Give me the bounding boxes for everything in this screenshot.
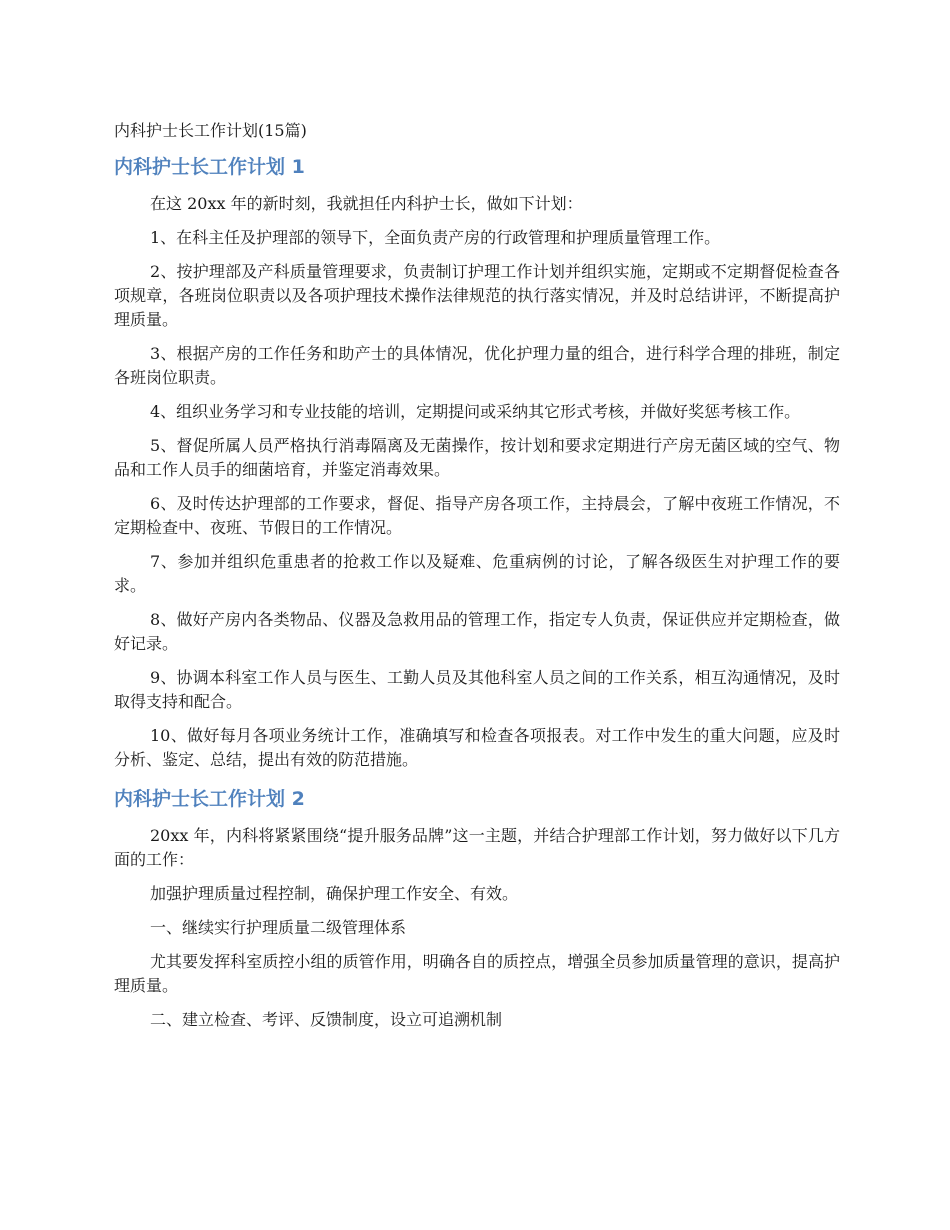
section-1 <box>114 154 840 772</box>
paragraph: 8、做好产房内各类物品、仪器及急救用品的管理工作，指定专人负责，保证供应并定期检查，做好记录。 <box>114 610 840 653</box>
document-title: 内科护士长工作计划(15篇) <box>114 121 307 140</box>
paragraph: 5、督促所属人员严格执行消毒隔离及无菌操作，按计划和要求定期进行产房无菌区域的空气、物品和工作人员手的细菌培育，并鉴定消毒效果。 <box>114 436 840 479</box>
paragraph: 一、继续实行护理质量二级管理体系 <box>150 918 407 937</box>
paragraph: 在这 20xx 年的新时刻，我就担任内科护士长，做如下计划： <box>150 194 583 213</box>
paragraph: 4、组织业务学习和专业技能的培训，定期提问或采纳其它形式考核，并做好奖惩考核工作。 <box>150 402 801 421</box>
paragraph: 1、在科主任及护理部的领导下，全面负责产房的行政管理和护理质量管理工作。 <box>150 228 721 247</box>
section-2 <box>114 786 840 1032</box>
paragraph: 10、做好每月各项业务统计工作，准确填写和检查各项报表。对工作中发生的重大问题，应及时分析、鉴定、总结，提出有效的防范措施。 <box>114 726 840 769</box>
paragraph: 7、参加并组织危重患者的抢救工作以及疑难、危重病例的讨论，了解各级医生对护理工作的要求。 <box>114 552 840 595</box>
paragraph: 二、建立检查、考评、反馈制度，设立可追溯机制 <box>150 1010 503 1029</box>
document-page <box>114 120 840 1046</box>
paragraph: 20xx 年，内科将紧紧围绕“提升服务品牌”这一主题，并结合护理部工作计划，努力做好以下几方面的工作： <box>114 826 840 869</box>
paragraph: 3、根据产房的工作任务和助产士的具体情况，优化护理力量的组合，进行科学合理的排班，制定各班岗位职责。 <box>114 344 840 387</box>
paragraph: 加强护理质量过程控制，确保护理工作安全、有效。 <box>150 884 519 903</box>
paragraph: 9、协调本科室工作人员与医生、工勤人员及其他科室人员之间的工作关系，相互沟通情况，及时取得支持和配合。 <box>114 668 840 711</box>
section-heading: 内科护士长工作计划 1 <box>114 156 305 178</box>
paragraph: 2、按护理部及产科质量管理要求，负责制订护理工作计划并组织实施，定期或不定期督促检查各项规章，各班岗位职责以及各项护理技术操作法律规范的执行落实情况，并及时总结讲评，不断提高护理质量。 <box>114 262 840 329</box>
section-heading: 内科护士长工作计划 2 <box>114 788 305 810</box>
paragraph: 尤其要发挥科室质控小组的质管作用，明确各自的质控点，增强全员参加质量管理的意识，提高护理质量。 <box>114 952 840 995</box>
paragraph: 6、及时传达护理部的工作要求，督促、指导产房各项工作，主持晨会，了解中夜班工作情况，不定期检查中、夜班、节假日的工作情况。 <box>114 494 840 537</box>
